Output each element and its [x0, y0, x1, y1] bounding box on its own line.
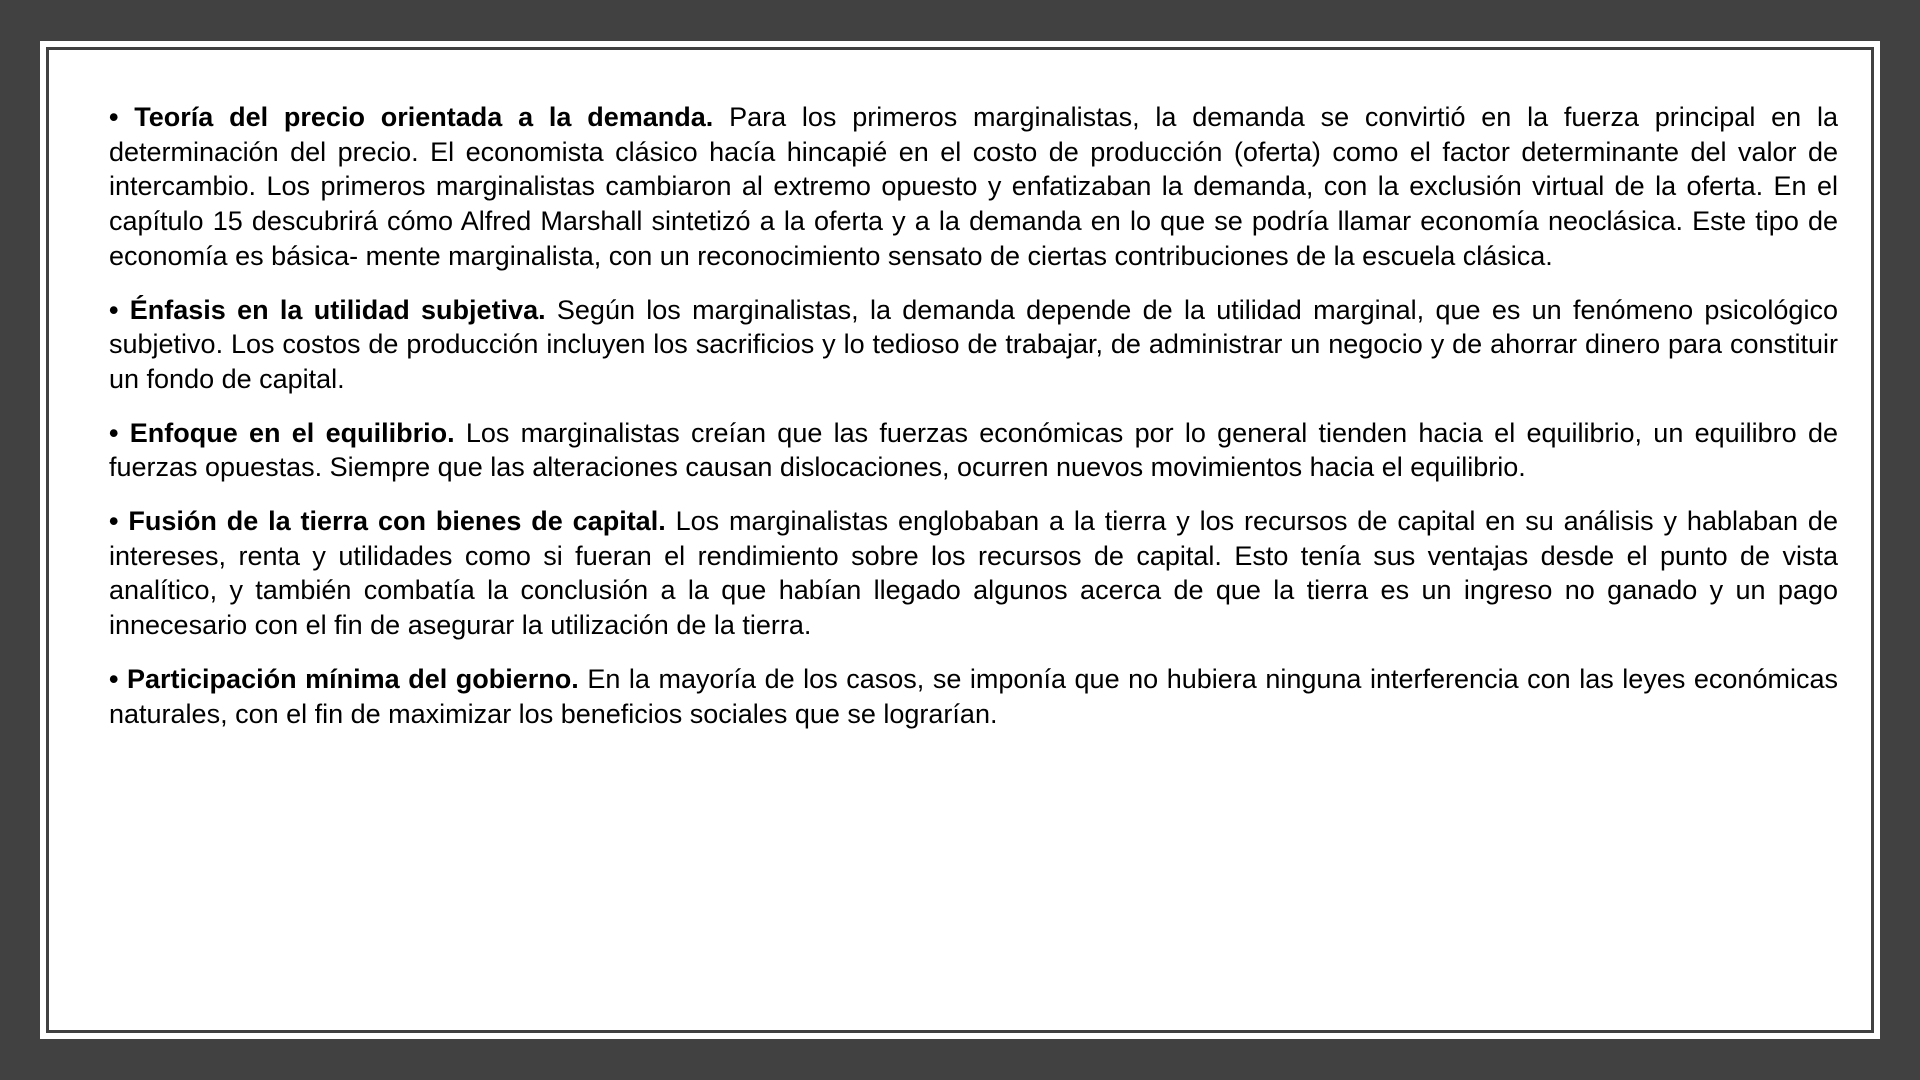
bullet-lead: Teoría del precio orientada a la demanda. [134, 102, 714, 132]
bullet-text: Según los marginalistas, la demanda depende de la utilidad marginal, que es un fenómeno psicológico subjetivo. Los costos de producción incluyen los sacrificios y lo tedioso de trabajar, de administrar un negocio y de ahorrar dinero para constituir un fondo de capital. [109, 294, 1838, 394]
bullet-text: Los marginalistas creían que las fuerzas económicas por lo general tienden hacia el equilibrio, un equilibro de fuerzas opuestas. Siempre que las alteraciones causan dislocaciones, ocurren nuevos movimientos hacia el equilibrio. [109, 417, 1838, 483]
bullet-lead: Énfasis en la utilidad subjetiva. [129, 294, 546, 325]
slide-frame [46, 47, 1874, 1033]
bullet-marker: • [109, 663, 119, 694]
bullet-marker: • [109, 102, 119, 132]
bullet-lead: Participación mínima del gobierno. [127, 663, 579, 694]
bullet-land-capital-fusion [109, 504, 1838, 643]
bullet-text: En la mayoría de los casos, se imponía que no hubiera ninguna interferencia con las leyes económicas naturales, con el fin de maximizar los beneficios sociales que se lograrían. [109, 663, 1838, 729]
bullet-marker: • [109, 417, 119, 448]
slide [40, 41, 1880, 1039]
bullet-marker: • [109, 294, 119, 325]
bullet-marker: • [109, 506, 119, 537]
bullet-equilibrium-focus [109, 416, 1838, 485]
bullet-lead: Enfoque en el equilibrio. [129, 417, 455, 448]
bullet-demand-price-theory [109, 100, 1838, 274]
bullet-text: Los marginalistas englobaban a la tierra y los recursos de capital en su análisis y hablaban de intereses, renta y utilidades como si fueran el rendimiento sobre los recursos de capital. Esto tenía sus ventajas desde el punto de vista analítico, y también combatía la conclusión a la que habían llegado algunos acerca de que la tierra es un ingreso no ganado y un pago innecesario con el fin de asegurar la utilización de la tierra. [109, 506, 1838, 641]
slide-content [109, 100, 1838, 750]
bullet-text: Para los primeros marginalistas, la demanda se convirtió en la fuerza principal en la determinación del precio. El economista clásico hacía hincapié en el costo de producción (oferta) como el factor determinante del valor de intercambio. Los primeros marginalistas cambiaron al extremo opuesto y enfatizaban la demanda, con la exclusión virtual de la oferta. En el capítulo 15 descubrirá cómo Alfred Marshall sintetizó a la oferta y a la demanda en lo que se podría llamar economía neoclásica. Este tipo de economía es básica- mente marginalista, con un reconocimiento sensato de ciertas contribuciones de la escuela clásica. [109, 102, 1838, 271]
bullet-lead: Fusión de la tierra con bienes de capital. [128, 506, 666, 537]
bullet-minimal-government [109, 662, 1838, 731]
bullet-subjective-utility [109, 293, 1838, 397]
